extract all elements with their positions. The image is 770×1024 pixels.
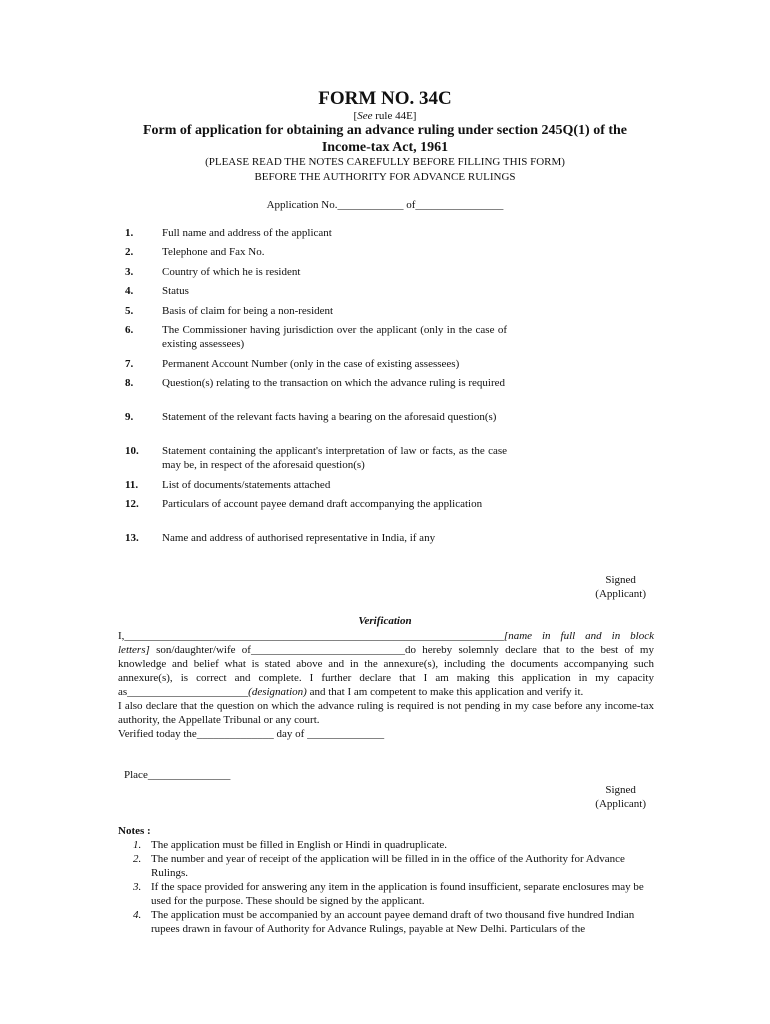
verified-today-field[interactable]: Verified today the______________ day of ______________ [118, 728, 385, 740]
note-item [133, 838, 653, 852]
notice-line2: BEFORE THE AUTHORITY FOR ADVANCE RULINGS [254, 171, 516, 183]
declaration-text: son/daughter/wife of____________________________do hereby solemnly declare that to the best of my knowledge and belief what is stated above and in the annexure(s), including the documents accompanying such annexure(s), is correct and complete. I further declare that I am making this application in my capacity as______________________ [118, 644, 654, 698]
note-text: The number and year of receipt of the application will be filled in in the office of the Authority for Advance Rulings. [151, 853, 625, 879]
letters-hint: letters] [118, 644, 150, 656]
designation-hint: (designation) [248, 686, 307, 698]
form-title-line2: Income-tax Act, 1961 [321, 140, 449, 155]
verification-text [118, 629, 654, 741]
verification-line1 [118, 629, 654, 643]
item-number: 1. [125, 227, 134, 239]
verification-heading: Verification [358, 615, 412, 627]
item-text: Statement containing the applicant's interpretation of law or facts, as the case may be, in respect of the aforesaid question(s) [162, 445, 507, 471]
rule-rest: rule 44E] [372, 110, 417, 122]
item-text: Permanent Account Number (only in the case of existing assessees) [162, 358, 460, 370]
note-text: If the space provided for answering any item in the application is found insufficient, separate enclosures may be used for the purpose. These should be signed by the applicant. [151, 881, 644, 907]
name-hint: [name in full and in block [503, 630, 654, 642]
signed-label: Signed [605, 574, 636, 586]
applicant-label: (Applicant) [595, 588, 646, 600]
item-number: 3. [125, 266, 134, 278]
verification-body [118, 643, 654, 699]
item-text: List of documents/statements attached [162, 479, 331, 491]
form-title-line1: Form of application for obtaining an advance ruling under section 245Q(1) of the [142, 123, 628, 138]
item-number: 10. [125, 445, 139, 457]
note-number: 2. [133, 853, 142, 865]
item-number: 13. [125, 532, 139, 544]
notes-list [133, 838, 653, 936]
applicant-label: (Applicant) [595, 798, 646, 810]
item-text: Name and address of authorised representative in India, if any [162, 532, 436, 544]
applicant-signature-block-2 [595, 783, 646, 811]
item-text: Basis of claim for being a non-resident [162, 305, 334, 317]
name-blank[interactable]: I,_____________________________________________________________________ [118, 630, 504, 642]
item-number: 6. [125, 324, 134, 336]
application-number-field[interactable]: Application No.____________ of________________ [266, 199, 504, 211]
item-number: 9. [125, 411, 134, 423]
item-text: Country of which he is resident [162, 266, 301, 278]
item-number: 2. [125, 246, 134, 258]
item-text: The Commissioner having jurisdiction over the applicant (only in the case of existing assessees) [162, 324, 507, 350]
item-text: Particulars of account payee demand draft accompanying the application [162, 498, 483, 510]
declaration-end: and that I am competent to make this application and verify it. [306, 686, 584, 698]
item-text: Question(s) relating to the transaction on which the advance ruling is required [162, 377, 506, 389]
note-number: 4. [133, 909, 142, 921]
item-text: Full name and address of the applicant [162, 227, 332, 239]
rule-open-bracket: [ [353, 110, 358, 122]
notice-line1: (PLEASE READ THE NOTES CAREFULLY BEFORE FILLING THIS FORM) [205, 156, 565, 168]
item-number: 11. [125, 479, 139, 491]
notes-heading: Notes : [118, 825, 151, 837]
note-item [133, 908, 653, 936]
item-number: 8. [125, 377, 134, 389]
item-number: 12. [125, 498, 139, 510]
form-number: FORM NO. 34C [318, 88, 452, 109]
note-number: 3. [133, 881, 142, 893]
note-text: The application must be accompanied by an account payee demand draft of two thousand five hundred Indian rupees drawn in favour of Authority for Advance Rulings, payable at New Delhi. Particulars of the [151, 909, 635, 935]
item-text: Status [162, 285, 189, 297]
note-number: 1. [133, 839, 142, 851]
verification-para2: I also declare that the question on which the advance ruling is required is not pending in my case before any income-tax authority, the Appellate Tribunal or any court. [118, 700, 654, 726]
item-text: Telephone and Fax No. [162, 246, 265, 258]
note-text: The application must be filled in English or Hindi in quadruplicate. [151, 839, 448, 851]
applicant-signature-block [595, 573, 646, 601]
rule-reference [0, 110, 770, 122]
item-number: 4. [125, 285, 134, 297]
item-number: 7. [125, 358, 134, 370]
item-number: 5. [125, 305, 134, 317]
note-item [133, 880, 653, 908]
rule-see-word: See [357, 110, 373, 122]
signed-label: Signed [605, 784, 636, 796]
place-field[interactable]: Place_______________ [124, 769, 231, 781]
note-item [133, 852, 653, 880]
item-text: Statement of the relevant facts having a bearing on the aforesaid question(s) [162, 411, 497, 423]
